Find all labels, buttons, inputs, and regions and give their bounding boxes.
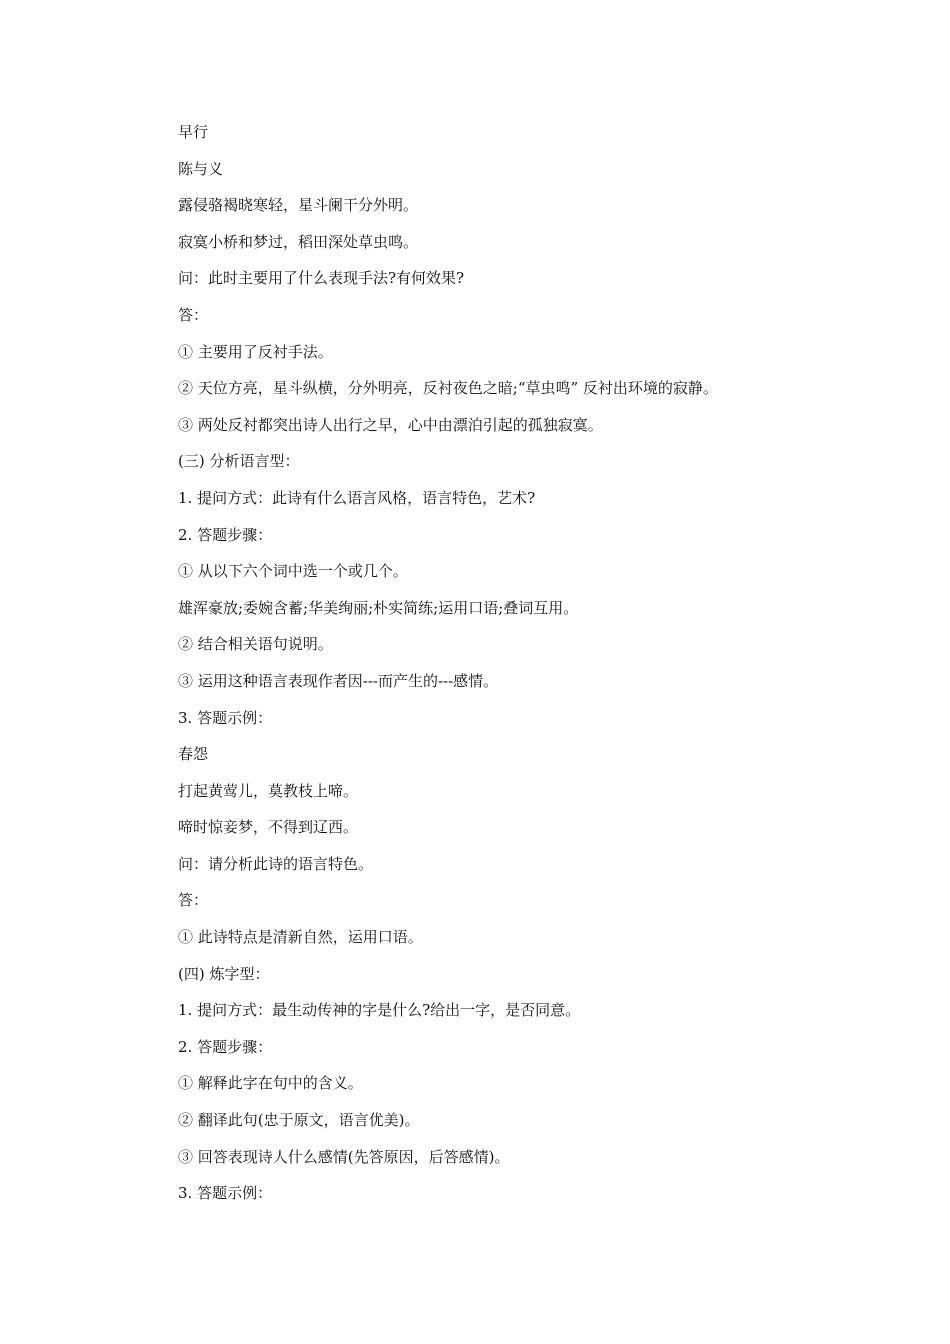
answer-point: ① 此诗特点是清新自然，运用口语。	[178, 928, 423, 947]
answer-point: ③ 两处反衬都突出诗人出行之早，心中由漂泊引起的孤独寂寞。	[178, 415, 603, 434]
numbered-item: 1. 提问方式：此诗有什么语言风格，语言特色，艺术?	[178, 488, 536, 507]
body-text: 雄浑豪放;委婉含蓄;华美绚丽;朴实简练;运用口语;叠词互用。	[178, 598, 579, 617]
numbered-item: 2. 答题步骤：	[178, 525, 273, 544]
poem-line: 打起黄莺儿，莫教枝上啼。	[178, 781, 359, 800]
poem-title: 早行	[178, 123, 209, 141]
step-item: ① 解释此字在句中的含义。	[178, 1074, 363, 1093]
poem-author: 陈与义	[178, 159, 224, 178]
question-text: 问：请分析此诗的语言特色。	[178, 854, 374, 873]
document-body	[178, 122, 838, 1220]
question-text: 问：此时主要用了什么表现手法?有何效果?	[178, 269, 465, 288]
answer-point: ① 主要用了反衬手法。	[178, 342, 333, 361]
section-heading: (四) 炼字型：	[178, 964, 270, 983]
numbered-item: 1. 提问方式：最生动传神的字是什么?给出一字，是否同意。	[178, 1001, 581, 1020]
poem-title: 春怨	[178, 745, 209, 764]
answer-label: 答：	[178, 891, 209, 910]
poem-line: 啼时惊妾梦，不得到辽西。	[178, 818, 359, 837]
step-item: ③ 运用这种语言表现作者因---而产生的---感情。	[178, 671, 499, 690]
section-heading: (三) 分析语言型：	[178, 452, 300, 471]
step-item: ① 从以下六个词中选一个或几个。	[178, 562, 408, 581]
numbered-item: 3. 答题示例：	[178, 708, 273, 727]
answer-label: 答：	[178, 305, 209, 324]
answer-point: ② 天位方亮，星斗纵横，分外明亮，反衬夜色之暗;“草虫鸣” 反衬出环境的寂静。	[178, 379, 718, 398]
step-item: ② 结合相关语句说明。	[178, 635, 333, 654]
numbered-item: 2. 答题步骤：	[178, 1037, 273, 1056]
step-item: ② 翻译此句(忠于原文，语言优美)。	[178, 1111, 420, 1130]
poem-line: 寂寞小桥和梦过，稻田深处草虫鸣。	[178, 232, 419, 251]
poem-line: 露侵骆褐晓寒轻，星斗阑干分外明。	[178, 196, 419, 215]
step-item: ③ 回答表现诗人什么感情(先答原因，后答感情)。	[178, 1147, 510, 1166]
numbered-item: 3. 答题示例：	[178, 1184, 273, 1203]
